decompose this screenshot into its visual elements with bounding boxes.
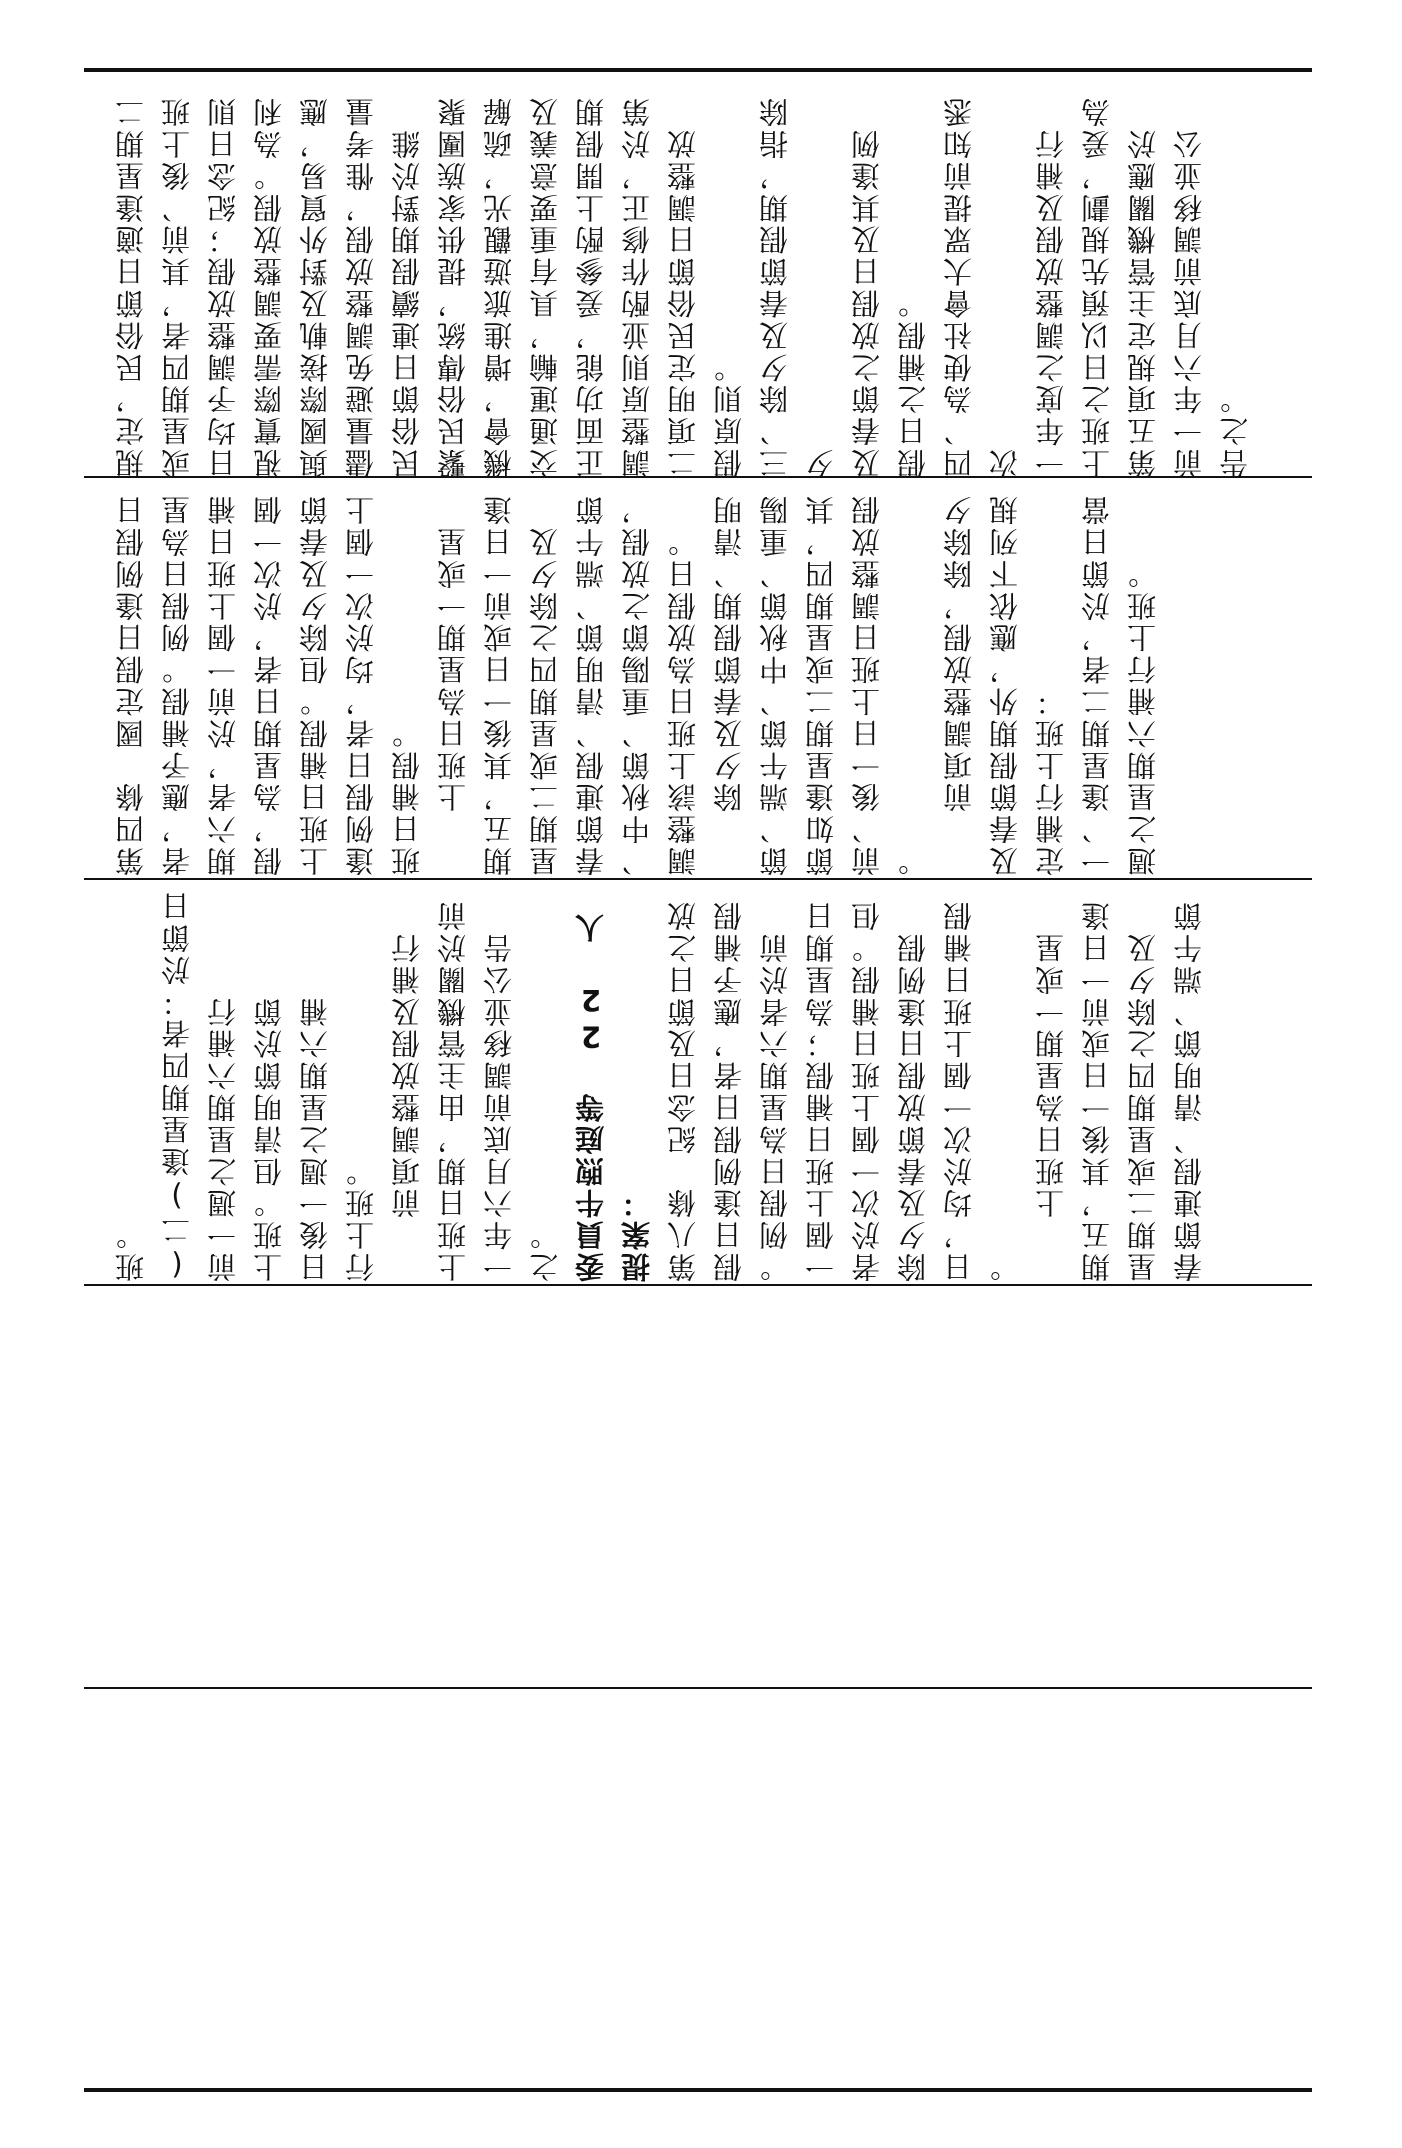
- proposal-line: 第八條 紀念日及節日之放: [666, 899, 700, 1282]
- proposal-line: 日，均於次一個上班日補假: [942, 899, 976, 1282]
- proposal-line: 上班。但清明節於節: [252, 994, 286, 1282]
- explanation-line: 假原則。: [712, 350, 746, 478]
- proposal-line: 上班日為星期一或星: [1034, 931, 1068, 1282]
- explanation-line: 儘量避免調整放假，惟考量: [344, 95, 378, 478]
- explanation-line: 告之。: [1218, 382, 1252, 478]
- explanation-line: 及春節之放假日及其逢例: [850, 127, 884, 478]
- proposal-line: 前項調整放假及補行: [390, 931, 424, 1282]
- bottom-rule: [84, 2088, 1312, 2092]
- proposal-line: 之。: [528, 1218, 562, 1282]
- proposal-line: 班。: [114, 1218, 148, 1282]
- article-4-line: 、中秋節、重陽節之放假，: [620, 493, 654, 876]
- proposal-block: [84, 880, 1312, 1284]
- article-4-line: 星期二或星期四之除夕及: [528, 525, 562, 876]
- explanation-line: 機會，增進旅遊觀光，疏解: [482, 95, 516, 478]
- empty-band-1: [84, 1286, 1312, 1688]
- explanation-line: 一年度之調整放假及補行: [1034, 127, 1068, 478]
- explanation-line: 假日之補假。: [896, 286, 930, 478]
- article-4-line: 定補行上班：: [1034, 684, 1068, 876]
- explanation-line: 交通運輸，具有重要意義及: [528, 95, 562, 478]
- proposal-line: 上班日期，由主管機關於前: [436, 899, 470, 1282]
- article-4-line: 節、端午節、中秋節、重陽: [758, 493, 792, 876]
- article-4-line: 一、逢星期二者，於節日當: [1080, 493, 1114, 876]
- empty-band-2: [84, 1690, 1312, 2088]
- article-4-line: 春節連假、清明節、端午節: [574, 493, 608, 876]
- proposal-columns: [108, 886, 1308, 1282]
- explanation-line: 第五項規定主管機關應於: [1126, 127, 1160, 478]
- rotated-page: [84, 72, 1312, 2088]
- article-4-line: 除夕及春節假期、清明: [712, 493, 746, 876]
- explanation-line: 前一年六月底前調移並公: [1172, 127, 1206, 478]
- proposal-line: 一個上班日補假；為星期日: [804, 899, 838, 1282]
- proposal-line: 行上班。: [344, 1154, 378, 1282]
- proposal-line: 。例假日為星期六者於前: [758, 931, 792, 1282]
- article-4-line: 班日補假。: [390, 716, 424, 876]
- explanation-line: 正面功能，爰參酌上開假期: [574, 95, 608, 478]
- explanation-line: 調整原則並酌作修正，於第: [620, 95, 654, 478]
- explanation-line: 繫民俗傳統，提供家族團聚: [436, 95, 470, 478]
- proposal-line: 。: [988, 1250, 1022, 1282]
- proposal-line: 前一週之星期六補行: [206, 994, 240, 1282]
- article-4-line: 期五，其後一日或前一日逢: [482, 493, 516, 876]
- article-4-line: 者，應予補假。例假日為星: [160, 493, 194, 876]
- proposal-line: 星期二或星期四之除夕及: [1126, 931, 1160, 1282]
- article-4-line: 上班日補假。但除夕及春節: [298, 493, 332, 876]
- explanation-line: 日均予調整放假；紀念日則: [206, 95, 240, 478]
- explanation-line: 二項明定民俗節日調整放: [666, 127, 700, 478]
- proposal-line: (二)逢星期四者：於節日: [160, 889, 194, 1282]
- article-4-line: 第四條 國定假日逢例假日: [114, 493, 148, 876]
- article-4-line: 假，為星期日者，於次一個: [252, 493, 286, 876]
- article-4-line: 週之星期六補行上班。: [1126, 557, 1160, 876]
- proposal-line: 者於次一個上班日補假。但: [850, 899, 884, 1282]
- explanation-line: 上班之日以預先規劃，爰為: [1080, 95, 1114, 478]
- explanation-line: 民俗節日連續假期對於維: [390, 127, 424, 478]
- article-4-line: 。: [896, 844, 930, 876]
- article-4-line: 調整該上班日為放假日。: [666, 525, 700, 876]
- explanation-columns: [108, 78, 1308, 478]
- article-4-line: 前項調整放假，除除夕: [942, 493, 976, 876]
- proposal-line: 一年六月底前調移並公告: [482, 931, 516, 1282]
- proposal-line: 委員牛煦庭等 22 人提案：: [574, 911, 654, 1282]
- article-4-line: 期六者，於前一個上班日補: [206, 493, 240, 876]
- proposal-line: 春節連假、清明節、端午節: [1172, 899, 1206, 1282]
- explanation-block: [84, 72, 1312, 476]
- article-4-line: 前、後一日上班日調整放假: [850, 493, 884, 876]
- explanation-line: 四、為使社會大眾提前知悉次: [942, 95, 1022, 478]
- proposal-line: 假日逢例假日者，應予補假: [712, 899, 746, 1282]
- explanation-line: 與國際接軌及對外貿易，應: [298, 95, 332, 478]
- proposal-line: 期五，其後一日或前一日逢: [1080, 899, 1114, 1282]
- explanation-line: 視實際需要調整放假。為利: [252, 95, 286, 478]
- article-4-columns: [108, 484, 1308, 876]
- proposal-line: 日後一週之星期六補: [298, 994, 332, 1282]
- article-4-block: [84, 478, 1312, 878]
- article-4-line: 節如逢星期二或星期四，其: [804, 493, 838, 876]
- proposal-line: 除夕及春節放假日逢例假: [896, 931, 930, 1282]
- explanation-line: 或星期四者，其前、後上班: [160, 95, 194, 478]
- explanation-line: 規定，民俗節日適逢星期二: [114, 95, 148, 478]
- article-4-line: 逢例假日者，均於次一個上: [344, 493, 378, 876]
- explanation-line: 三、除夕及春節假期，指除夕: [758, 95, 838, 478]
- article-4-line: 上班日為星期一或星: [436, 525, 470, 876]
- article-4-line: 及春節假期外，應依下列規: [988, 493, 1022, 876]
